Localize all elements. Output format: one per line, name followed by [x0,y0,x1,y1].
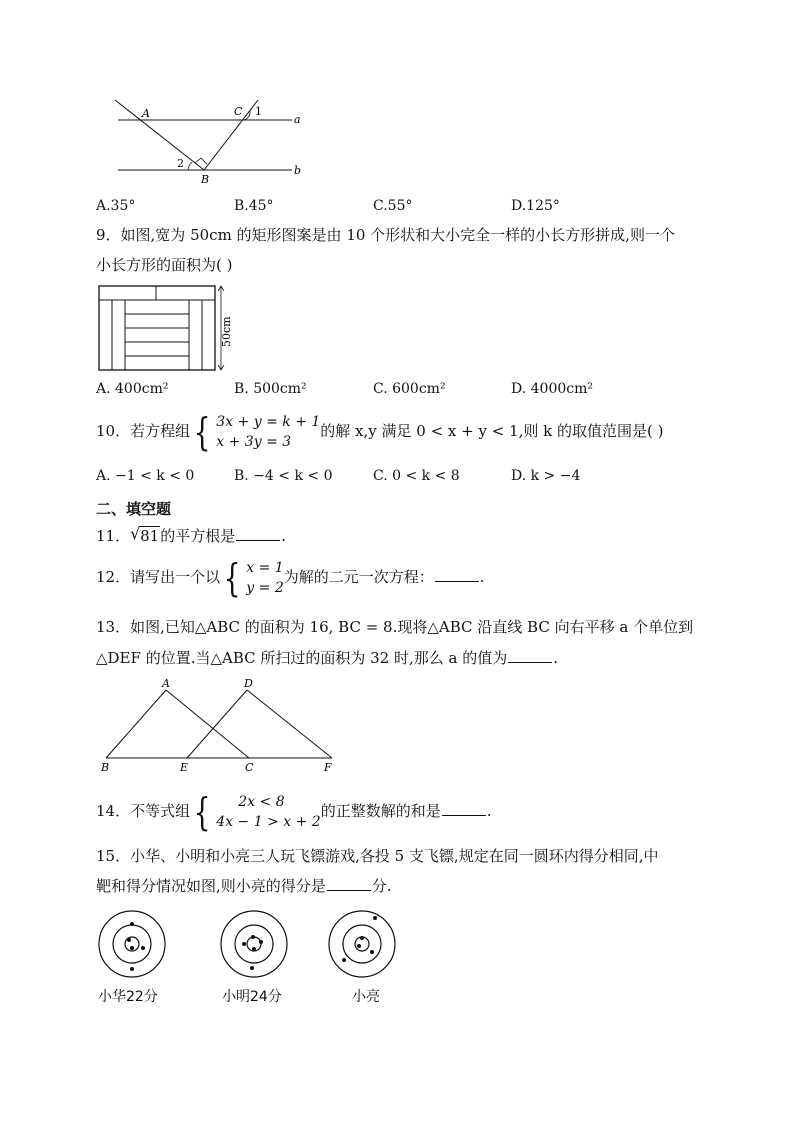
q14-eq2: 4x − 1 > x + 2 [216,814,321,830]
q10-option-d[interactable]: D. k > −4 [511,468,581,484]
q15-text-line2 [96,876,392,896]
q10-suffix: 的解 x,y 满足 0 < x + y < 1,则 k 的取值范围是( ) [320,422,664,440]
q11-answer-blank[interactable] [236,526,280,541]
q10-prefix: 10．若方程组 [96,422,191,440]
q12-eq2: y = 2 [246,580,284,596]
q11-end: . [281,527,286,545]
q9-option-a[interactable]: A. 400cm² [96,381,169,397]
label-A: A [142,107,150,120]
q9-text-line2: 小长方形的面积为( ) [96,256,233,274]
q10-option-a[interactable]: A. −1 < k < 0 [96,468,195,484]
q10-eq2: x + 3y = 3 [216,434,292,450]
label-A: A [162,677,170,690]
label-C: C [234,105,243,118]
q15-answer-blank[interactable] [327,876,371,891]
q14-text [96,790,491,832]
label-F: F [324,761,332,774]
q10-text [96,410,664,452]
q10-equation-system: { 3x + y = k + 1 x + 3y = 3 [193,410,321,454]
q11-suffix: 的平方根是 [160,527,236,545]
q13-end: . [553,649,559,667]
target-xiaoming [218,908,290,980]
q14-eq1: 2x < 8 [238,794,285,810]
q12-end: . [479,568,485,586]
q12-equation-system: { x = 1 y = 2 [223,556,284,600]
q9-option-d[interactable]: D. 4000cm² [511,381,593,397]
q9-text-line1: 9．如图,宽为 50cm 的矩形图案是由 10 个形状和大小完全一样的小长方形拼成,则一个 [96,226,675,244]
q14-prefix: 14．不等式组 [96,802,191,820]
q9-option-b[interactable]: B. 500cm² [234,381,307,397]
q8-option-b[interactable]: B.45° [234,198,274,214]
caption-xiaohua: 小华22分 [98,989,158,1005]
figure-rectangles [96,283,236,373]
q15-line2-text: 靶和得分情况如图,则小亮的得分是 [96,877,326,895]
q12-eq1: x = 1 [246,560,284,576]
q15-text-line1: 15．小华、小明和小亮三人玩飞镖游戏,各投 5 支飞镖,规定在同一圆环内得分相同,中 [96,847,659,865]
label-B: B [101,761,110,774]
q8-option-c[interactable]: C.55° [373,198,413,214]
label-C: C [245,761,254,774]
label-50cm: 50cm [220,316,233,347]
q14-inequality-system: { 2x < 8 4x − 1 > x + 2 [193,790,321,834]
caption-xiaoming: 小明24分 [222,989,282,1005]
label-2: 2 [177,157,184,170]
q9-option-c[interactable]: C. 600cm² [373,381,446,397]
q13-answer-blank[interactable] [508,648,552,663]
q8-option-a[interactable]: A.35° [96,198,136,214]
sqrt-symbol: √ 81 [130,524,160,545]
q11-radicand: 81 [140,527,160,545]
q12-prefix: 12．请写出一个以 [96,568,221,586]
label-D: D [244,677,253,690]
q10-eq1: 3x + y = k + 1 [216,414,321,430]
target-xiaoliang [326,908,398,980]
q14-suffix: 的正整数解的和是 [320,802,441,820]
q10-option-c[interactable]: C. 0 < k < 8 [373,468,460,484]
q13-line2-text: △DEF 的位置.当△ABC 所扫过的面积为 32 时,那么 a 的值为 [96,649,508,667]
label-E: E [180,761,189,774]
label-b: b [294,164,302,177]
q12-answer-blank[interactable] [435,567,479,582]
label-B: B [201,173,210,186]
q12-suffix: 为解的二元一次方程： [283,568,434,586]
label-a: a [294,113,301,126]
q15-end: 分. [371,877,392,895]
target-xiaohua [96,908,168,980]
q13-text-line2 [96,648,558,668]
q10-option-b[interactable]: B. −4 < k < 0 [234,468,333,484]
section-heading-fill-in: 二、填空题 [96,500,172,518]
label-1: 1 [255,105,262,118]
caption-xiaoliang: 小亮 [352,989,380,1005]
q8-option-d[interactable]: D.125° [511,198,560,214]
q11-prefix: 11． [96,527,131,545]
figure-parallel-lines [110,95,310,187]
q11-text [96,526,286,546]
q13-text-line1: 13．如图,已知△ABC 的面积为 16, BC = 8.现将△ABC 沿直线 BC 向右平移 a 个单位到 [96,618,694,636]
figure-triangle-translation [96,674,341,778]
q12-text [96,556,485,598]
q14-end: . [486,802,492,820]
q14-answer-blank[interactable] [442,801,486,816]
